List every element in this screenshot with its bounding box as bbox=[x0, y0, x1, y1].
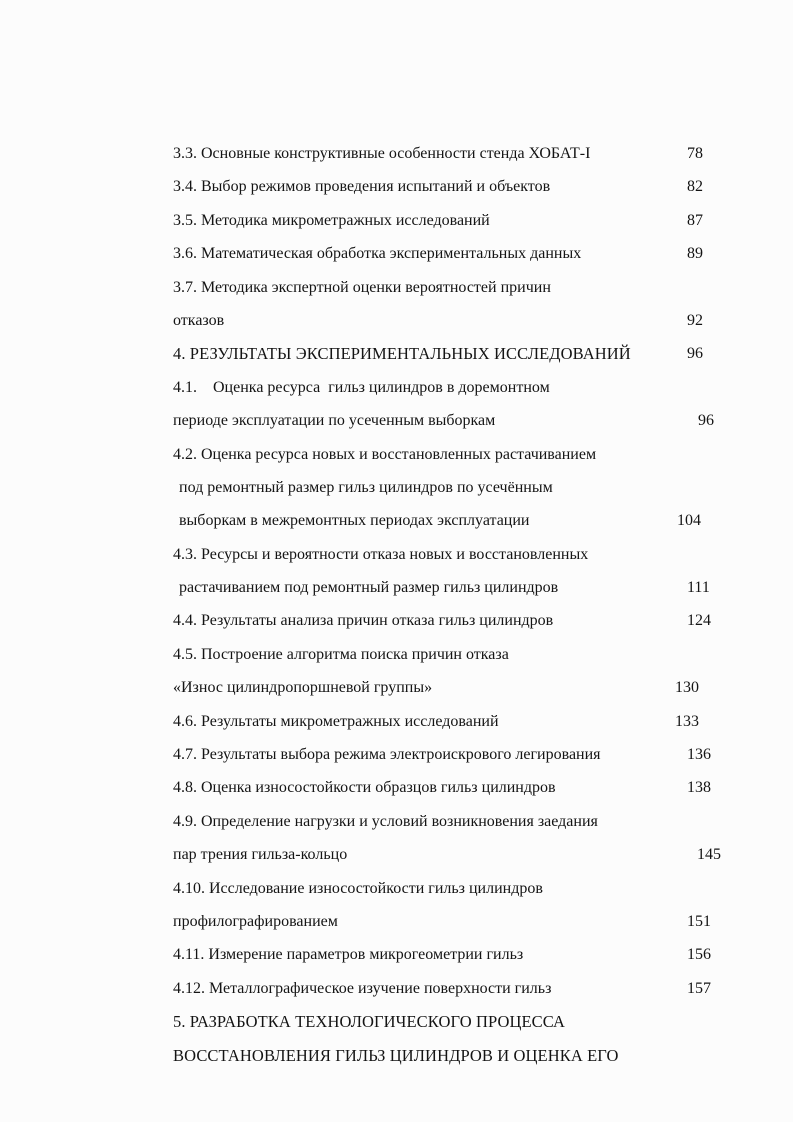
toc-chapter-heading bbox=[173, 340, 733, 373]
toc-entry bbox=[173, 708, 733, 741]
toc-entry-page: 89 bbox=[687, 245, 703, 263]
toc-entry-page: 124 bbox=[687, 612, 711, 630]
toc-entry-title: 4.2. Оценка ресурса новых и восстановленных растачиванием bbox=[173, 445, 597, 463]
toc-entry-title: 4.5. Построение алгоритма поиска причин отказа bbox=[173, 645, 509, 663]
toc-entry-title: 4.7. Результаты выбора режима электроискрового легирования bbox=[173, 746, 601, 764]
toc-entry-page: 130 bbox=[675, 679, 699, 697]
toc-entry-page: 78 bbox=[687, 145, 703, 162]
toc-entry-title: 4.3. Ресурсы и вероятности отказа новых и восстановленных bbox=[173, 545, 589, 563]
toc-entry bbox=[173, 774, 733, 807]
toc-entry-title: 4.1. Оценка ресурса гильз цилиндров в доремонтном bbox=[173, 378, 550, 396]
toc-entry-title: 3.4. Выбор режимов проведения испытаний и объектов bbox=[173, 178, 551, 196]
toc-entry bbox=[173, 607, 733, 640]
toc-entry bbox=[173, 441, 733, 474]
toc-entry-title: ВОССТАНОВЛЕНИЯ ГИЛЬЗ ЦИЛИНДРОВ И ОЦЕНКА ЕГО bbox=[173, 1045, 619, 1065]
toc-entry-title: пар трения гильза-кольцо bbox=[173, 846, 348, 864]
toc-entry bbox=[173, 274, 733, 307]
toc-entry bbox=[173, 307, 733, 340]
toc-entry-page: 138 bbox=[687, 779, 711, 797]
toc-entry-title: 3.7. Методика экспертной оценки вероятностей причин bbox=[173, 278, 551, 296]
toc-entry bbox=[173, 941, 733, 974]
toc-entry bbox=[173, 574, 733, 607]
toc-entry-title: 4.10. Исследование износостойкости гильз цилиндров bbox=[173, 879, 543, 897]
toc-entry-title: 4.8. Оценка износостойкости образцов гильз цилиндров bbox=[173, 779, 556, 797]
toc-entry-title: 3.5. Методика микрометражных исследований bbox=[173, 211, 490, 229]
toc-entry-title: 5. РАЗРАБОТКА ТЕХНОЛОГИЧЕСКОГО ПРОЦЕССА bbox=[173, 1012, 566, 1032]
toc-entry bbox=[173, 474, 733, 507]
toc-entry-title: периоде эксплуатации по усеченным выборкам bbox=[173, 412, 496, 430]
toc-entry bbox=[173, 741, 733, 774]
toc-chapter-heading-continued bbox=[173, 1042, 733, 1075]
toc-entry-page: 157 bbox=[687, 979, 711, 997]
toc-entry bbox=[173, 975, 733, 1008]
toc-entry-title: 4. РЕЗУЛЬТАТЫ ЭКСПЕРИМЕНТАЛЬНЫХ ИССЛЕДОВАНИЙ bbox=[173, 344, 631, 364]
toc-entry-page: 96 bbox=[687, 345, 703, 363]
toc-entry-page: 133 bbox=[675, 712, 699, 730]
toc-entry-page: 92 bbox=[687, 311, 703, 329]
toc-entry-title: 4.4. Результаты анализа причин отказа гильз цилиндров bbox=[173, 612, 554, 630]
toc-entry-title: 4.9. Определение нагрузки и условий возникновения заедания bbox=[173, 812, 598, 830]
toc-entry-page: 96 bbox=[698, 412, 714, 430]
toc-entry bbox=[173, 240, 733, 273]
toc-entry-title: под ремонтный размер гильз цилиндров по усечённым bbox=[179, 478, 553, 496]
toc-entry-title: 3.6. Математическая обработка экспериментальных данных bbox=[173, 245, 582, 263]
toc-entry bbox=[173, 507, 733, 540]
toc-entry-page: 87 bbox=[687, 211, 703, 229]
toc-entry-page: 145 bbox=[697, 846, 721, 864]
toc-entry bbox=[173, 541, 733, 574]
toc-entry-page: 136 bbox=[687, 746, 711, 764]
toc-entry-title: 4.6. Результаты микрометражных исследований bbox=[173, 712, 499, 730]
toc-entry bbox=[173, 207, 733, 240]
toc-entry-page: 104 bbox=[677, 512, 701, 530]
toc-entry-title: 4.11. Измерение параметров микрогеометрии гильз bbox=[173, 946, 524, 964]
toc-entry bbox=[173, 674, 733, 707]
toc-entry-page: 82 bbox=[687, 178, 703, 196]
toc-entry bbox=[173, 908, 733, 941]
toc-entry-page: 111 bbox=[687, 579, 710, 597]
toc-entry-page: 151 bbox=[687, 912, 711, 930]
toc-entry bbox=[173, 374, 733, 407]
toc-entry bbox=[173, 140, 733, 173]
toc-entry-title: 3.3. Основные конструктивные особенности стенда ХОБАТ-I bbox=[173, 145, 591, 162]
table-of-contents bbox=[173, 140, 733, 1075]
toc-entry bbox=[173, 875, 733, 908]
toc-entry bbox=[173, 407, 733, 440]
toc-entry-title: растачиванием под ремонтный размер гильз цилиндров bbox=[179, 579, 559, 597]
toc-entry bbox=[173, 173, 733, 206]
toc-entry bbox=[173, 808, 733, 841]
toc-entry-title: профилографированием bbox=[173, 912, 338, 930]
toc-chapter-heading bbox=[173, 1008, 733, 1041]
toc-entry-title: отказов bbox=[173, 311, 225, 329]
toc-entry bbox=[173, 841, 733, 874]
toc-entry bbox=[173, 641, 733, 674]
toc-entry-title: 4.12. Металлографическое изучение поверхности гильз bbox=[173, 979, 552, 997]
toc-entry-title: «Износ цилиндропоршневой группы» bbox=[173, 679, 433, 697]
toc-entry-page: 156 bbox=[687, 946, 711, 964]
toc-entry-title: выборкам в межремонтных периодах эксплуатации bbox=[179, 512, 530, 530]
